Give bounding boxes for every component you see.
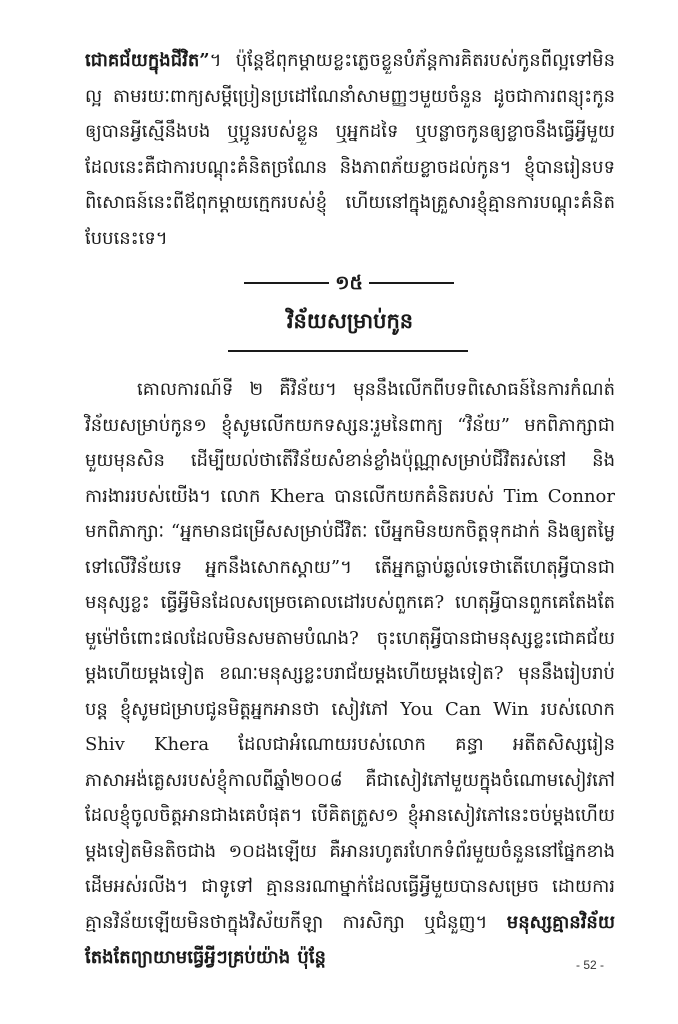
paragraph-main [85, 372, 615, 976]
chapter-number: ១៥ [335, 272, 363, 294]
chapter-rule-right [369, 282, 454, 284]
page-number: - 52 - [575, 958, 604, 972]
bold-trailing-text: មនុស្សគ្មានវិន័យតែងតែព្យាយាមធ្វើអ្វីៗគ្រប់យ៉ាង ប៉ុន្តែ [85, 911, 615, 968]
chapter-rule-left [244, 282, 329, 284]
chapter-heading-row [244, 268, 454, 298]
paragraph-text: ។ ប៉ុន្តែឪពុកម្ដាយខ្លះភ្លេចខ្លួនបំភ័ន្តការគិតរបស់កូនពីល្អទៅមិនល្អ តាមរយៈពាក្យសម្ដីប្រៀនប្រដៅណែនាំសាមញ្ញៗមួយចំនួន ដូចជាការពន្យុះកូនឲ្យបានអ្វីស្មើនឹងបង ឬប្អូនរបស់ខ្លួន ឬអ្នកដទៃ ឬបន្លាចកូនឲ្យខ្លាចនឹងធ្វើអ្វីមួយ ដែលនេះគឺជាការបណ្ដុះគំនិតច្រណែន និងភាពភ័យខ្លាចដល់កូន។ ខ្ញុំបានរៀនបទពិសោធន៍នេះពីឪពុកម្ដាយក្មេករបស់ខ្ញុំ ហើយនៅក្នុងគ្រួសារខ្ញុំគ្មានការបណ្ដុះគំនិតបែបនេះទេ។ [85, 50, 615, 249]
title-underline-rule [228, 350, 468, 352]
chapter-title: វិន័យសម្រាប់កូន [286, 308, 414, 333]
bold-lead-text: ជោគជ័យក្នុងជីវិត” [85, 50, 210, 71]
paragraph-continuation [85, 43, 615, 256]
paragraph-text: គោលការណ៍ទី ២ គឺវិន័យ។ មុននឹងលើកពីបទពិសោធន៍នៃការកំណត់វិន័យសម្រាប់កូន១ ខ្ញុំសូមលើកយកទស្សនៈរួមនៃពាក្យ “វិន័យ” មកពិភាក្សាជាមួយមុនសិន ដើម្បីយល់ថាតើវិន័យសំខាន់ខ្លាំងប៉ុណ្ណាសម្រាប់ជីវិតរស់នៅ និងការងាររបស់យើង។ លោក Khera បានលើកយកគំនិតរបស់ Tim Connor មកពិភាក្សាៈ “អ្នកមានជម្រើសសម្រាប់ជីវិតៈ បើអ្នកមិនយកចិត្តទុកដាក់ និងឲ្យតម្លៃទៅលើវិន័យទេ អ្នកនឹងសោកស្ដាយ”។ តើអ្នកធ្លាប់ឆ្ងល់ទេថាតើហេតុអ្វីបានជាមនុស្សខ្លះ ធ្វើអ្វីមិនដែលសម្រេចគោលដៅរបស់ពួកគេ? ហេតុអ្វីបានពួកគេតែងតែមួម៉ៅចំពោះផលដែលមិនសមតាមបំណង? ចុះហេតុអ្វីបានជាមនុស្សខ្លះជោគជ័យម្ដងហើយម្ដងទៀត ខណៈមនុស្សខ្លះបរាជ័យម្ដងហើយម្ដងទៀត? មុននឹងរៀបរាប់បន្ត ខ្ញុំសូមជម្រាបជូនមិត្តអ្នកអានថា សៀវភៅ You Can Win របស់លោក Shiv Khera ដែលជាអំណោយរបស់លោក គន្ធា អតីតសិស្សរៀនភាសាអង់គ្លេសរបស់ខ្ញុំកាលពីឆ្នាំ២០០៨ គឺជាសៀវភៅមួយក្នុងចំណោមសៀវភៅដែលខ្ញុំចូលចិត្តអានជាងគេបំផុត។ បើគិតត្រួស១ ខ្ញុំអានសៀវភៅនេះចប់ម្ដងហើយម្ដងទៀតមិនតិចជាង ១០ដងឡើយ គឺអានរហូតរហែកទំព័រមួយចំនួននៅផ្នែកខាងដើមអស់រលីង។ ជាទូទៅ គ្មាននរណាម្នាក់ដែលធ្វើអ្វីមួយបានសម្រេច ដោយការគ្មានវិន័យឡើយមិនថាក្នុងវិស័យកីឡា ការសិក្សា ឬជំនួញ។ [85, 379, 615, 933]
